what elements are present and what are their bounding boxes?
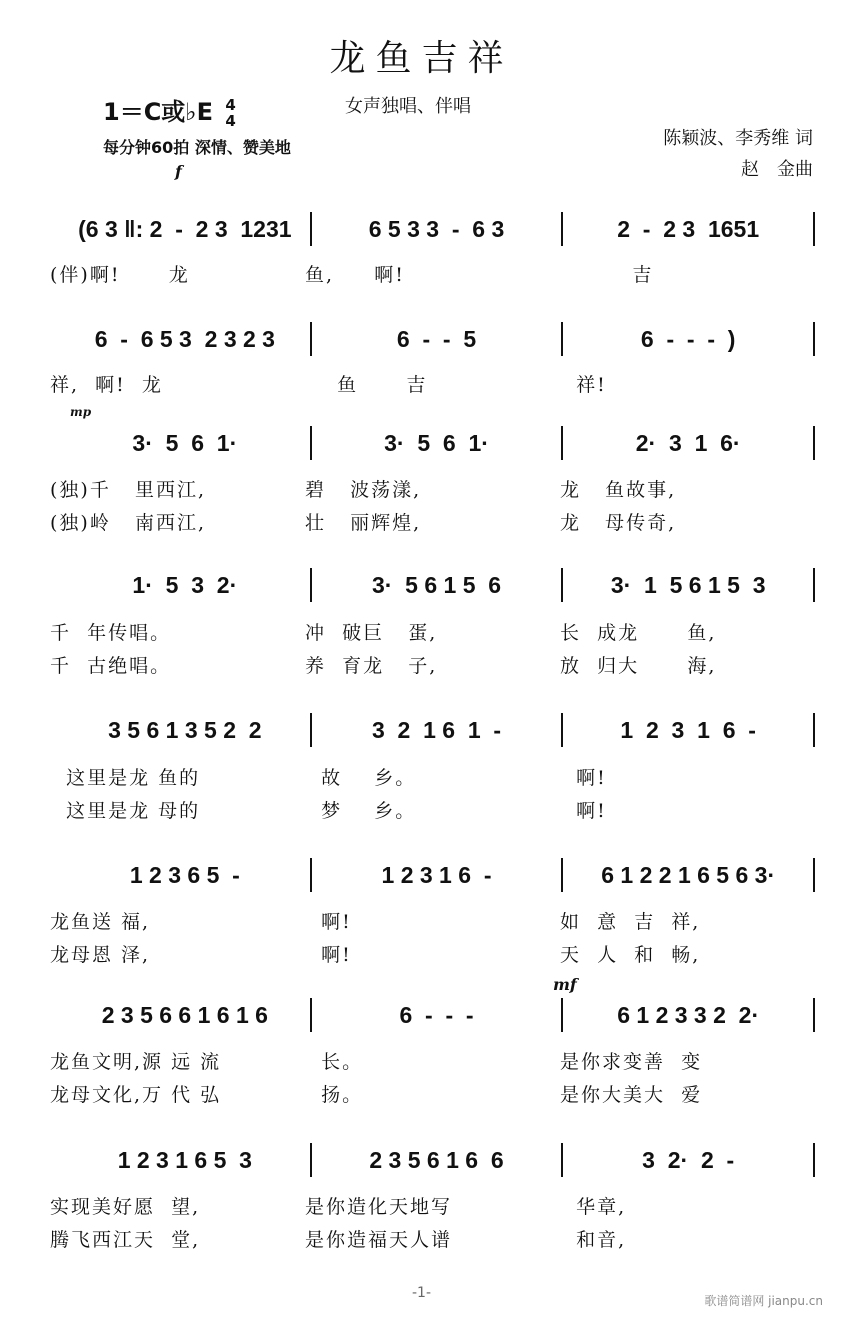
lyric-line [50,618,815,645]
lyric-segment: 龙母文化,万 代 弘 [50,1084,222,1106]
lyric-line [50,1047,815,1074]
staff-row [60,858,815,892]
staff-row [60,568,815,602]
staff-row [60,212,815,246]
lyric-line [50,370,815,397]
measure: 6 - - - [399,1001,474,1028]
lyric-segment: 鱼 吉 [305,374,428,396]
lyric-segment: 祥, 啊! 龙 [50,374,163,396]
barline [813,858,815,892]
lyric-segment: 祥! [560,374,607,396]
measure: 6 1 2 3 3 2 2· [617,1001,760,1028]
measure: 3· 5 6 1 5 6 [371,571,502,598]
lyric-line [50,907,815,934]
lyric-line [50,763,815,790]
dynamic-mf: mf [553,975,577,994]
key-signature [103,92,236,129]
lyric-segment: 是你求变善 变 [560,1051,703,1073]
lyric-segment: 冲 破巨 蛋, [305,622,438,644]
staff-row [60,998,815,1032]
lyric-segment: (独)千 里西江, [50,479,206,501]
staff-row [60,713,815,747]
staff-row [60,1143,815,1177]
lyric-segment: 是你造福天人谱 [305,1229,453,1251]
lyric-line [50,260,815,287]
lyric-line [50,940,815,967]
lyric-segment: 华章, [560,1196,627,1218]
staff-row [60,322,815,356]
lyric-segment: 啊! [305,911,352,933]
lyric-segment: 扬。 [305,1084,364,1106]
measure: 3· 5 6 1· [384,429,489,456]
barline [813,322,815,356]
measure: 6 - - 5 [396,325,477,352]
measure: 6 - - - ) [640,325,736,352]
lyric-segment: 天 人 和 畅, [560,944,701,966]
lyric-segment: 啊! [305,944,352,966]
lyric-segment: 龙鱼送 福, [50,911,151,933]
dynamic-f: f [175,162,182,181]
lyric-segment: 千 年传唱。 [50,622,172,644]
measure: 2 3 5 6 6 1 6 1 6 [101,1001,268,1028]
time-signature [225,97,235,129]
barline [813,212,815,246]
lyric-line [50,651,815,678]
barline [813,998,815,1032]
lyric-segment: 这里是龙 母的 [50,800,201,822]
page-number: -1- [411,1285,431,1301]
lyric-line [50,1192,815,1219]
lyric-segment: 碧 波荡漾, [305,479,422,501]
watermark: 歌谱简谱网 jianpu.cn [704,1294,823,1308]
lyric-segment: 这里是龙 鱼的 [50,767,201,789]
lyric-segment: 腾飞西江天 堂, [50,1229,201,1251]
measure: 6 1 2 2 1 6 5 6 3· [601,861,776,888]
lyric-line [50,796,815,823]
lyric-segment: 实现美好愿 望, [50,1196,201,1218]
lyric-segment: 是你大美大 爱 [560,1084,703,1106]
lyric-line [50,1080,815,1107]
measure: 1 2 3 6 5 - [129,861,240,888]
lyric-line [50,1225,815,1252]
lyric-segment: 如 意 吉 祥, [560,911,701,933]
lyric-segment: 鱼, 啊! [305,264,405,286]
measure: 6 5 3 3 - 6 3 [368,215,505,242]
lyric-segment: 龙鱼文明,源 远 流 [50,1051,222,1073]
lyric-segment: 壮 丽辉煌, [305,512,422,534]
measure: 3 2· 2 - [642,1146,735,1173]
lyric-segment: 啊! [560,767,607,789]
measure: 3 5 6 1 3 5 2 2 [108,716,262,743]
lyric-segment: 和音, [560,1229,627,1251]
meter-top: 4 [225,96,236,114]
lyric-segment: 是你造化天地写 [305,1196,453,1218]
lyric-segment: 吉 [560,264,654,286]
measure: 2 - 2 3 1651 [617,215,760,242]
composer-credit: 赵 金曲 [741,159,813,180]
barline [813,1143,815,1177]
lyric-segment: 梦 乡。 [305,800,417,822]
lyric-segment: 养 育龙 子, [305,655,438,677]
barline [813,426,815,460]
lyric-segment: (伴)啊! 龙 [50,264,190,286]
measure: 3 2 1 6 1 - [371,716,502,743]
measure: 1 2 3 1 6 - [620,716,756,743]
lyric-segment: 长 成龙 鱼, [560,622,717,644]
measure: 2 3 5 6 1 6 6 [369,1146,504,1173]
staff-row [60,426,815,460]
measure: 6 - 6 5 3 2 3 2 3 [94,325,275,352]
lyricist-credit: 陈颖波、李秀维 词 [663,128,813,149]
lyric-segment: 龙 鱼故事, [560,479,677,501]
measure: 1· 5 3 2· [132,571,238,598]
lyric-segment: 长。 [305,1051,364,1073]
performance-note: 女声独唱、伴唱 [345,96,471,117]
tempo-marking: 每分钟60拍 深情、赞美地 [103,138,291,157]
lyric-line [50,508,815,535]
lyric-segment: 故 乡。 [305,767,417,789]
lyric-segment: 千 古绝唱。 [50,655,172,677]
dynamic-mp: mp [70,405,92,419]
lyric-segment: 啊! [560,800,607,822]
lyric-segment: 龙 母传奇, [560,512,677,534]
measure: 3· 5 6 1· [132,429,238,456]
measure: 1 2 3 1 6 - [381,861,492,888]
song-title: 龙鱼吉祥 [329,38,514,79]
measure: 3· 1 5 6 1 5 3 [610,571,766,598]
lyric-segment: 龙母恩 泽, [50,944,151,966]
measure: 2· 3 1 6· [635,429,741,456]
barline [813,568,815,602]
measure: 1 2 3 1 6 5 3 [117,1146,252,1173]
key-label: 1＝C或♭E [103,98,214,126]
lyric-line [50,475,815,502]
meter-bottom: 4 [225,112,236,130]
barline [813,713,815,747]
lyric-segment: (独)岭 南西江, [50,512,206,534]
measure: (6 3 ‖: 2 - 2 3 1231 [78,215,292,242]
lyric-segment: 放 归大 海, [560,655,717,677]
